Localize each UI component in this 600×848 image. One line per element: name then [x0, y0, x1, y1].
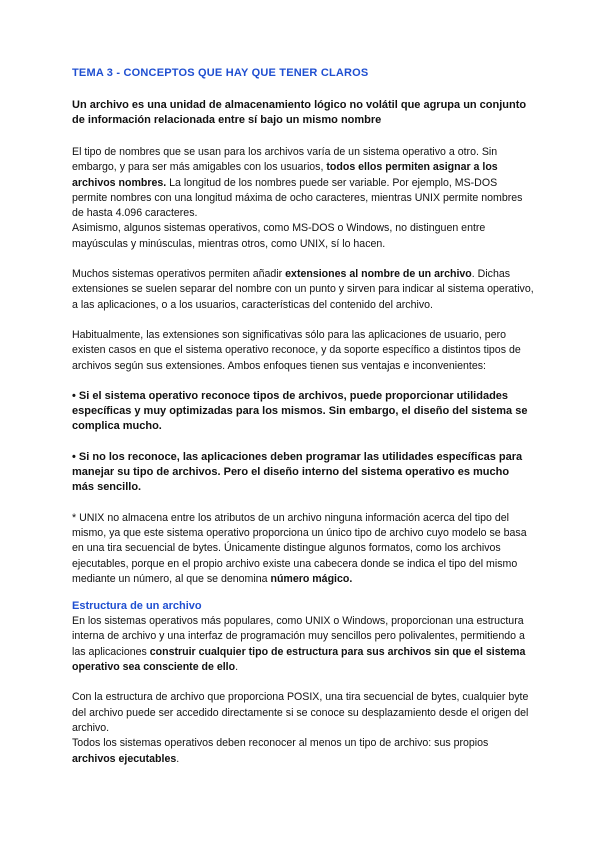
paragraph-text: . [176, 752, 180, 765]
paragraph-posix: Con la estructura de archivo que proporciona POSIX, una tira secuencial de bytes, cualquier byte del archivo puede ser accedido directamente si se conoce su desplazamiento desde el origen del archivo. [72, 691, 529, 734]
paragraph-text: Muchos sistemas operativos permiten añadir [72, 268, 286, 281]
paragraph-text: * UNIX no almacena entre los atributos de un archivo ninguna información acerca del tipo del mismo, ya que este sistema operativo proporciona un único tipo de archivo cuyo modelo se basa en una tira secuencial de bytes. Únicamente distingue algunos formatos, como los archivos ejecutables, porque en el propio archivo existe una cabecera donde se indica el tipo del mismo mediante un número, al que se denomina [72, 511, 527, 585]
paragraph-structure [72, 614, 534, 675]
bold-text: archivos ejecutables [72, 752, 177, 765]
paragraph-text: Todos los sistemas operativos deben reconocer al menos un tipo de archivo: sus propios [72, 737, 489, 750]
paragraph-text: . [235, 661, 239, 674]
paragraph-unix-note [72, 511, 534, 587]
page-title: TEMA 3 - CONCEPTOS QUE HAY QUE TENER CLAROS [72, 67, 369, 79]
bold-text: número mágico. [270, 572, 353, 585]
bold-text: todos ellos permiten asignar a los archivos nombres. [72, 161, 498, 189]
paragraph-executables [72, 736, 534, 767]
paragraph-file-names [72, 145, 534, 221]
paragraph-text: El tipo de nombres que se usan para los archivos varía de un sistema operativo a otro. Sin embargo, y para ser más amigables con los usuarios, [72, 146, 498, 174]
paragraph-extensions [72, 267, 534, 313]
section-heading-file-structure: Estructura de un archivo [72, 600, 202, 613]
document-body [72, 66, 534, 767]
lead-definition: Un archivo es una unidad de almacenamiento lógico no volátil que agrupa un conjunto de información relacionada entre sí bajo un mismo nombre [72, 99, 527, 126]
paragraph-text: En los sistemas operativos más populares, como UNIX o Windows, proporcionan una estructura interna de archivo y una interfaz de programación muy sencillos pero polivalentes, permitiendo a las aplicaciones [72, 615, 525, 658]
bullet-no-recognition: • Si no los reconoce, las aplicaciones deben programar las utilidades específicas para manejar su tipo de archivos. Pero el diseño interno del sistema operativo es mucho más sencillo. [72, 450, 523, 494]
bullet-recognizes-types: • Si el sistema operativo reconoce tipos de archivos, puede proporcionar utilidades específicas y muy optimizadas para los mismos. Sin embargo, el diseño del sistema se complica mucho. [72, 389, 528, 433]
paragraph-text: . Dichas extensiones se suelen separar del nombre con un punto y sirven para indicar al sistema operativo, a las aplicaciones, o a los usuarios, características del contenido del archivo. [72, 268, 534, 311]
bold-text: construir cualquier tipo de estructura para sus archivos sin que el sistema operativo sea consciente de ello [72, 645, 526, 674]
bold-text: extensiones al nombre de un archivo [285, 268, 472, 281]
paragraph-extension-approaches: Habitualmente, las extensiones son significativas sólo para las aplicaciones de usuario, pero existen casos en que el sistema operativo reconoce, y da soporte específico a distintos tipos de archivos según sus extensiones. Ambos enfoques tienen sus ventajas e inconvenientes: [72, 328, 521, 372]
paragraph-case-sensitivity: Asimismo, algunos sistemas operativos, como MS-DOS o Windows, no distinguen entre mayúsculas y minúsculas, mientras otros, como UNIX, sí lo hacen. [72, 222, 486, 250]
paragraph-text: La longitud de los nombres puede ser variable. Por ejemplo, MS-DOS permite nombres con una longitud máxima de ocho caracteres, mientras UNIX permite nombres de hasta 4.096 caracteres. [72, 176, 523, 220]
